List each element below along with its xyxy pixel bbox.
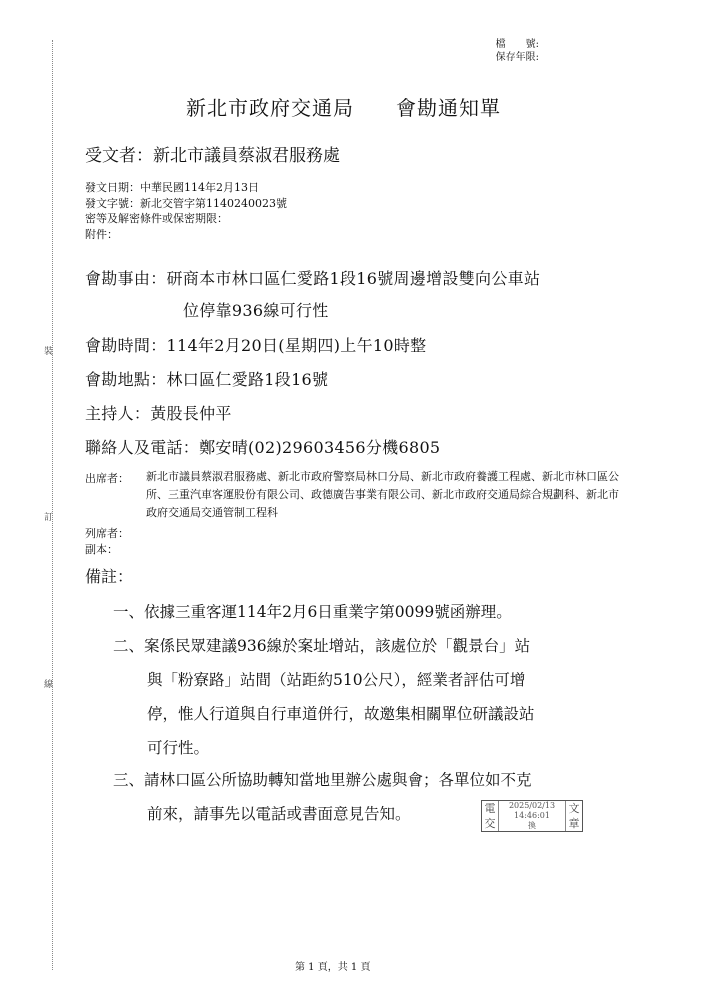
note-item-2-line1: 二、案係民眾建議936線於案址增站，該處位於「觀景台」站	[113, 637, 531, 655]
attendees-list: 新北市議員蔡淑君服務處、新北市政府警察局林口分局、新北市政府養護工程處、新北市林口區公所、三重汽車客運股份有限公司、政德廣告事業有限公司、新北市政府交通局綜合規劃科、新北市政府交通局交通管制工程科	[146, 470, 619, 519]
attachment: 附件：	[85, 227, 118, 241]
recipient: 受文者：新北市議員蔡淑君服務處	[85, 146, 340, 166]
stamp-time: 14:46:01	[514, 811, 550, 820]
note-item-2-line2: 與「粉寮路」站間（站距約510公尺），經業者評估可增	[147, 671, 526, 689]
note-item-3-line1: 三、請林口區公所協助轉知當地里辦公處與會；各單位如不克	[113, 771, 532, 789]
stamp-mid-label: 換	[528, 821, 536, 830]
copies: 副本：	[85, 543, 118, 556]
issue-number: 發文字號：新北交管字第1140240023號	[85, 196, 287, 210]
stamp-left-bottom: 交	[484, 817, 496, 830]
stamp-middle	[498, 801, 566, 831]
archive-info	[496, 38, 539, 64]
inspection-reason-line1: 會勘事由：研商本市林口區仁愛路1段16號周邊增設雙向公車站	[85, 269, 541, 288]
notes-heading: 備註：	[85, 567, 134, 586]
stamp-right	[566, 801, 582, 831]
electronic-exchange-stamp	[481, 800, 583, 832]
binding-dotted-line	[52, 40, 53, 970]
issue-date: 發文日期：中華民國114年2月13日	[85, 181, 259, 194]
archive-file-no: 檔 號:	[495, 39, 539, 50]
note-item-2-line4: 可行性。	[147, 739, 210, 757]
stamp-right-top: 文	[568, 802, 580, 815]
page-footer: 第 1 頁，共 1 頁	[295, 962, 371, 973]
binding-mark-ding: 訂	[44, 513, 54, 523]
security-level: 密等及解密條件或保密期限：	[85, 212, 228, 225]
stamp-left	[482, 801, 498, 831]
note-item-2-line3: 停，惟人行道與自行車道併行，故邀集相關單位研議設站	[147, 705, 535, 723]
host: 主持人：黃股長仲平	[85, 404, 232, 423]
document-title: 新北市政府交通局 會勘通知單	[186, 96, 501, 120]
inspection-place: 會勘地點：林口區仁愛路1段16號	[85, 370, 329, 389]
stamp-right-bottom: 章	[568, 817, 580, 830]
contact: 聯絡人及電話：鄭安晴(02)29603456分機6805	[85, 438, 441, 457]
note-item-3-line2: 前來，請事先以電話或書面意見告知。	[147, 805, 411, 823]
inspection-reason-line2: 位停靠936線可行性	[183, 301, 329, 320]
issue-meta	[85, 180, 287, 242]
archive-retention: 保存年限:	[495, 52, 539, 63]
note-item-1: 一、依據三重客運114年2月6日重業字第0099號函辦理。	[113, 603, 512, 621]
stamp-date: 2025/02/13	[508, 801, 556, 810]
attendees-label: 出席者：	[85, 472, 129, 485]
binding-mark-xian: 線	[44, 680, 54, 690]
observers: 列席者：	[85, 527, 129, 540]
inspection-time: 會勘時間：114年2月20日(星期四)上午10時整	[85, 336, 427, 355]
stamp-left-top: 電	[484, 802, 496, 815]
binding-mark-zhuang: 裝	[44, 347, 54, 357]
